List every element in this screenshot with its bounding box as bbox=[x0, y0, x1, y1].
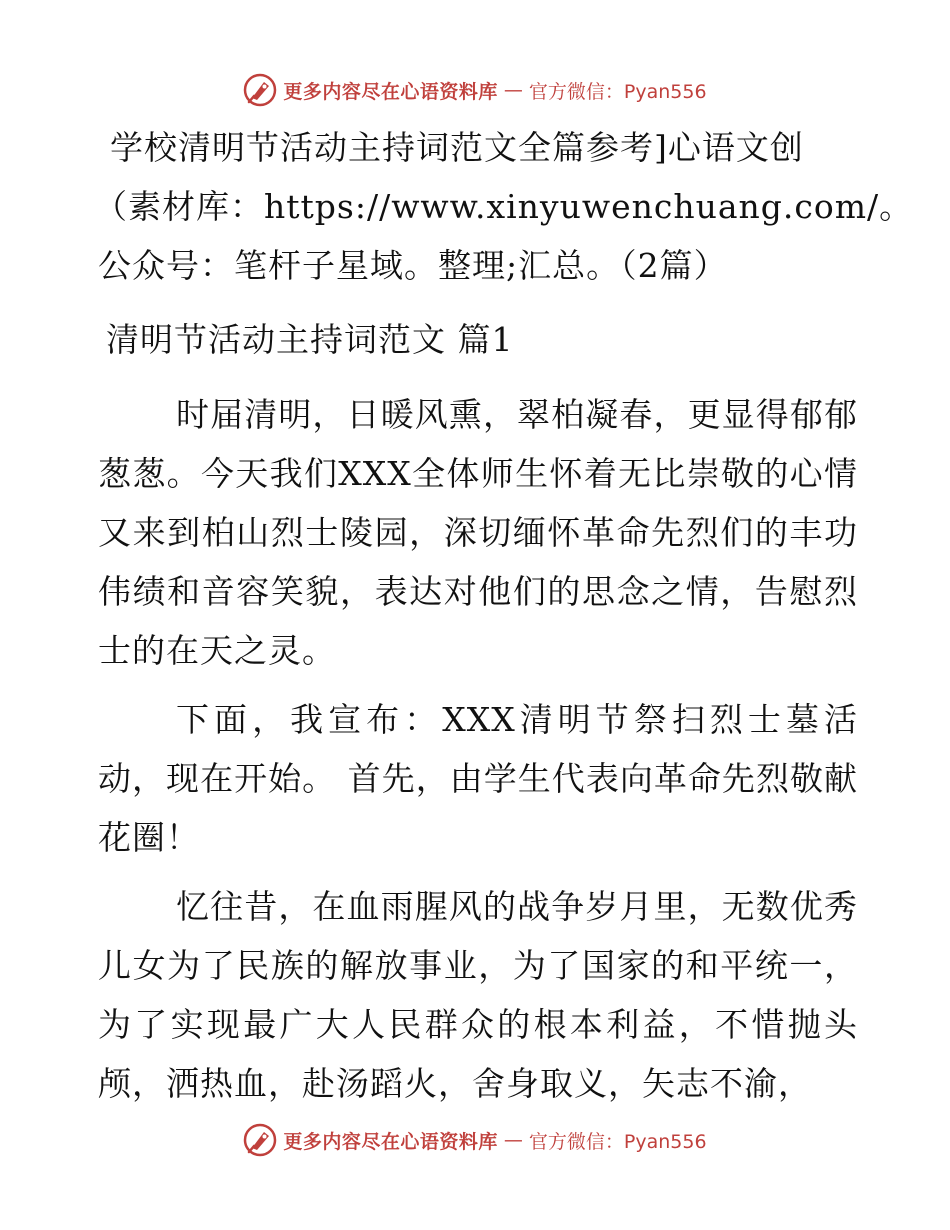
title-line: 学校清明节活动主持词范文全篇参考]心语文创 bbox=[110, 128, 804, 167]
banner-text: 更多内容尽在心语资料库 bbox=[283, 80, 498, 103]
banner-text: 更多内容尽在心语资料库 bbox=[283, 1130, 498, 1153]
title-line: （素材库：https://www.xinyuwenchuang.com/。 bbox=[94, 187, 914, 226]
banner-separator: — bbox=[503, 1129, 523, 1151]
banner-wechat: 官方微信：Pyan556 bbox=[528, 1130, 707, 1153]
footer-banner[interactable] bbox=[0, 1120, 950, 1160]
paragraph: 忆往昔，在血雨腥风的战争岁月里，无数优秀儿女为了民族的解放事业，为了国家的和平统一，为了实现最广大人民群众的根本利益，不惜抛头颅，洒热血，赴汤蹈火，舍身取义，矢志不渝， bbox=[98, 887, 858, 1103]
document-title bbox=[94, 118, 914, 295]
pen-nib-logo-icon bbox=[243, 73, 277, 107]
header-banner[interactable] bbox=[0, 70, 950, 110]
section-heading: 清明节活动主持词范文 篇1 bbox=[106, 320, 514, 359]
pen-nib-logo-icon bbox=[243, 1123, 277, 1157]
banner-wechat: 官方微信：Pyan556 bbox=[528, 80, 707, 103]
paragraph: 下面，我宣布：XXX清明节祭扫烈士墓活动，现在开始。 首先，由学生代表向革命先烈敬献花圈！ bbox=[98, 700, 858, 857]
paragraph: 时届清明，日暖风熏，翠柏凝春，更显得郁郁葱葱。今天我们XXX全体师生怀着无比崇敬的心情又来到柏山烈士陵园，深切缅怀革命先烈们的丰功伟绩和音容笑貌，表达对他们的思念之情，告慰烈士的在天之灵。 bbox=[98, 395, 858, 670]
banner-separator: — bbox=[503, 79, 523, 101]
title-line: 公众号：笔杆子星域。整理;汇总。（2篇） bbox=[98, 246, 728, 285]
